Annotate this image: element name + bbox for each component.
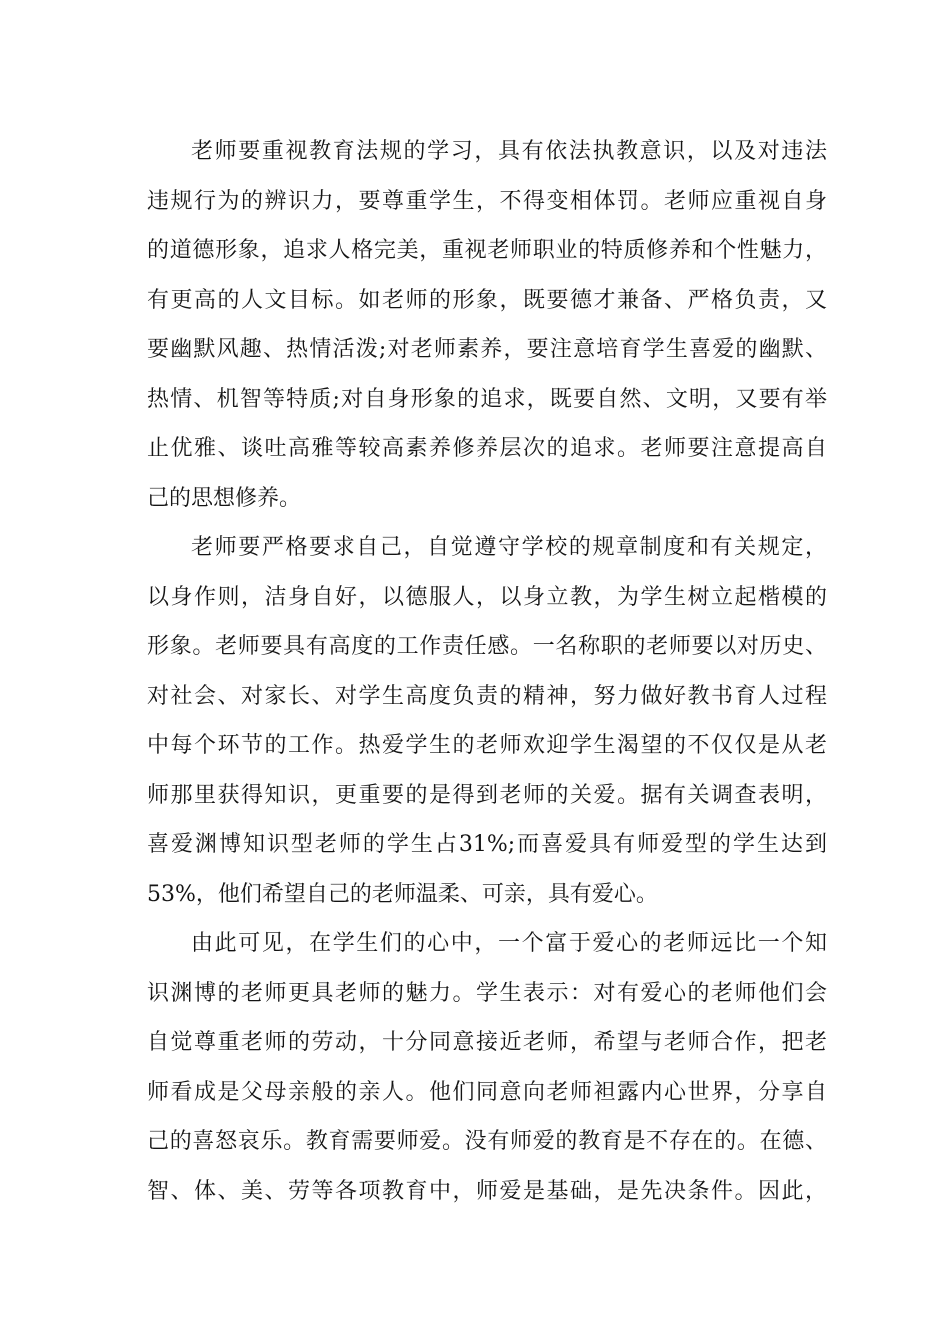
text-line: 以身作则，洁身自好，以德服人，以身立教，为学生树立起楷模的: [147, 584, 827, 610]
paragraph-2: [147, 523, 827, 919]
text-line: 由此可见，在学生们的心中，一个富于爱心的老师远比一个知: [191, 931, 827, 956]
text-line: 要幽默风趣、热情活泼;对老师素养，要注意培育学生喜爱的幽默、: [147, 337, 827, 362]
text-line: 止优雅、谈吐高雅等较高素养修养层次的追求。老师要注意提高自: [147, 436, 827, 461]
text-line: 自觉尊重老师的劳动，十分同意接近老师，希望与老师合作，把老: [147, 1030, 827, 1055]
text-line: 违规行为的辨识力，要尊重学生，不得变相体罚。老师应重视自身: [147, 188, 827, 214]
text-line: 识渊博的老师更具老师的魅力。学生表示：对有爱心的老师他们会: [147, 980, 827, 1006]
text-line: 己的思想修养。: [147, 485, 302, 511]
text-line: 老师要严格要求自己，自觉遵守学校的规章制度和有关规定，: [191, 535, 827, 560]
text-line: 师那里获得知识，更重要的是得到老师的关爱。据有关调查表明，: [147, 782, 827, 808]
text-line: 己的喜怒哀乐。教育需要师爱。没有师爱的教育是不存在的。在德、: [147, 1129, 827, 1154]
paragraph-3: [147, 919, 827, 1216]
text-line: 53%，他们希望自己的老师温柔、可亲，具有爱心。: [147, 881, 658, 907]
text-line: 师看成是父母亲般的亲人。他们同意向老师袒露内心世界，分享自: [147, 1079, 827, 1105]
text-line: 喜爱渊博知识型老师的学生占31%;而喜爱具有师爱型的学生达到: [147, 832, 827, 857]
text-line: 智、体、美、劳等各项教育中，师爱是基础，是先决条件。因此，: [147, 1178, 827, 1204]
text-line: 的道德形象，追求人格完美，重视老师职业的特质修养和个性魅力，: [147, 238, 827, 263]
text-line: 热情、机智等特质;对自身形象的追求，既要自然、文明，又要有举: [147, 386, 827, 412]
text-line: 中每个环节的工作。热爱学生的老师欢迎学生渴望的不仅仅是从老: [147, 733, 827, 758]
text-line: 老师要重视教育法规的学习，具有依法执教意识，以及对违法: [191, 139, 827, 164]
text-line: 有更高的人文目标。如老师的形象，既要德才兼备、严格负责，又: [147, 287, 827, 313]
text-line: 形象。老师要具有高度的工作责任感。一名称职的老师要以对历史、: [147, 634, 827, 659]
text-line: 对社会、对家长、对学生高度负责的精神，努力做好教书育人过程: [147, 683, 827, 709]
paragraph-1: [147, 127, 827, 523]
document-body: [147, 127, 827, 1216]
